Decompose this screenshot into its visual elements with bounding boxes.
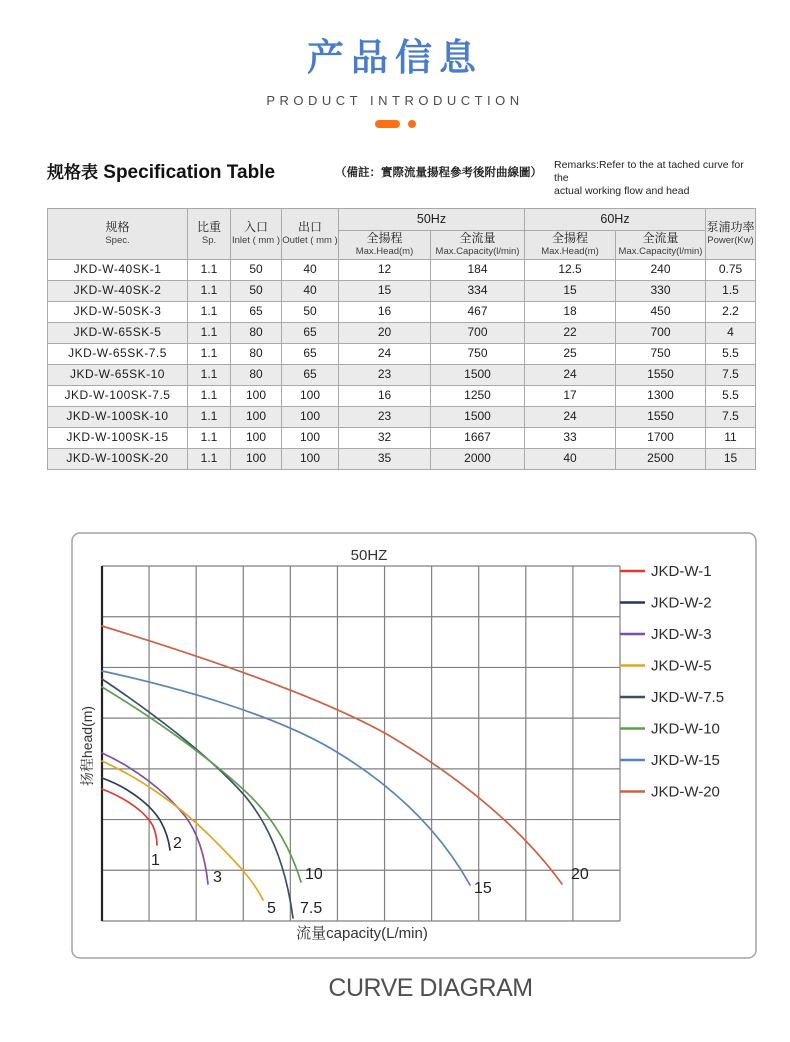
table-cell: JKD-W-100SK-10 <box>48 407 188 428</box>
col-header-head-50: 全揚程 Max.Head(m) <box>339 231 431 260</box>
col-header-inlet: 入口 Inlet ( mm ) <box>231 209 282 260</box>
table-cell: 1.1 <box>188 260 231 281</box>
divider-dot-icon <box>408 120 416 128</box>
col-header-sp: 比重 Sp. <box>188 209 231 260</box>
table-cell: 100 <box>231 428 282 449</box>
table-cell: 100 <box>231 386 282 407</box>
table-cell: 1550 <box>616 365 706 386</box>
table-cell: 2500 <box>616 449 706 470</box>
table-cell: 467 <box>431 302 525 323</box>
table-cell: 1.1 <box>188 428 231 449</box>
table-cell: 16 <box>339 302 431 323</box>
table-row <box>48 407 756 428</box>
table-cell: JKD-W-65SK-10 <box>48 365 188 386</box>
curve-label-5: 5 <box>267 900 276 918</box>
table-cell: 1.1 <box>188 302 231 323</box>
table-cell: 11 <box>706 428 756 449</box>
curve-label-20: 20 <box>571 866 589 884</box>
table-cell: 24 <box>525 407 616 428</box>
specification-table <box>47 208 756 470</box>
table-cell: 1550 <box>616 407 706 428</box>
table-cell: 40 <box>282 260 339 281</box>
col-header-cap-50: 全流量 Max.Capacity(l/min) <box>431 231 525 260</box>
table-cell: 17 <box>525 386 616 407</box>
table-cell: 40 <box>282 281 339 302</box>
curve-JKD-W-7.5 <box>102 679 293 918</box>
table-cell: 40 <box>525 449 616 470</box>
table-row <box>48 323 756 344</box>
legend-label-JKD-W-2: JKD-W-2 <box>651 594 712 612</box>
table-cell: 750 <box>431 344 525 365</box>
col-header-head-60: 全揚程 Max.Head(m) <box>525 231 616 260</box>
table-cell: 80 <box>231 344 282 365</box>
table-cell: 35 <box>339 449 431 470</box>
table-cell: 15 <box>339 281 431 302</box>
table-cell: 15 <box>525 281 616 302</box>
legend-label-JKD-W-15: JKD-W-15 <box>651 752 720 770</box>
table-cell: 5.5 <box>706 344 756 365</box>
table-cell: 184 <box>431 260 525 281</box>
table-cell: 334 <box>431 281 525 302</box>
table-cell: 65 <box>282 365 339 386</box>
curve-label-2: 2 <box>173 835 182 853</box>
table-cell: 1667 <box>431 428 525 449</box>
legend-label-JKD-W-10: JKD-W-10 <box>651 720 720 738</box>
table-row <box>48 281 756 302</box>
curve-chart-section <box>71 532 790 1003</box>
table-cell: 33 <box>525 428 616 449</box>
table-cell: 1.1 <box>188 449 231 470</box>
table-cell: 80 <box>231 323 282 344</box>
legend-label-JKD-W-5: JKD-W-5 <box>651 657 712 675</box>
table-cell: 4 <box>706 323 756 344</box>
remarks-line2: actual working flow and head <box>554 184 690 197</box>
table-cell: JKD-W-100SK-15 <box>48 428 188 449</box>
table-cell: 100 <box>231 449 282 470</box>
table-cell: 100 <box>282 407 339 428</box>
curve-label-1: 1 <box>151 852 160 870</box>
chart-title: 50HZ <box>350 547 388 565</box>
table-cell: 1.5 <box>706 281 756 302</box>
table-cell: 1.1 <box>188 407 231 428</box>
table-cell: 80 <box>231 365 282 386</box>
table-cell: 0.75 <box>706 260 756 281</box>
col-group-50hz: 50Hz <box>339 209 525 231</box>
table-cell: 1300 <box>616 386 706 407</box>
table-cell: 7.5 <box>706 365 756 386</box>
table-row <box>48 386 756 407</box>
table-row <box>48 260 756 281</box>
y-axis-label: 扬程head(m) <box>79 705 95 787</box>
col-header-cap-60: 全流量 Max.Capacity(l/min) <box>616 231 706 260</box>
table-cell: 240 <box>616 260 706 281</box>
table-cell: 1.1 <box>188 365 231 386</box>
col-header-spec: 规格 Spec. <box>48 209 188 260</box>
table-cell: 1500 <box>431 407 525 428</box>
curve-label-10: 10 <box>305 866 323 884</box>
table-cell: 2.2 <box>706 302 756 323</box>
table-cell: 22 <box>525 323 616 344</box>
table-cell: 1700 <box>616 428 706 449</box>
table-cell: 24 <box>339 344 431 365</box>
legend-label-JKD-W-3: JKD-W-3 <box>651 626 712 644</box>
header-banner <box>0 0 790 128</box>
col-header-power: 泵浦功率 Power(Kw) <box>706 209 756 260</box>
table-cell: 750 <box>616 344 706 365</box>
table-cell: 65 <box>282 344 339 365</box>
legend-label-JKD-W-20: JKD-W-20 <box>651 783 720 801</box>
table-cell: 50 <box>231 281 282 302</box>
table-cell: 100 <box>282 449 339 470</box>
legend-label-JKD-W-7.5: JKD-W-7.5 <box>651 689 725 707</box>
table-cell: 700 <box>431 323 525 344</box>
table-cell: 16 <box>339 386 431 407</box>
table-cell: 100 <box>282 428 339 449</box>
curve-label-3: 3 <box>213 869 222 887</box>
table-cell: 700 <box>616 323 706 344</box>
header-divider <box>0 120 790 128</box>
divider-dash-icon <box>375 120 400 128</box>
table-row <box>48 344 756 365</box>
curve-label-15: 15 <box>474 880 492 898</box>
section-title-en: Specification Table <box>98 161 276 183</box>
table-cell: 25 <box>525 344 616 365</box>
curve-JKD-W-5 <box>102 761 263 900</box>
table-cell: 7.5 <box>706 407 756 428</box>
table-cell: JKD-W-100SK-7.5 <box>48 386 188 407</box>
remarks-line1: Remarks:Refer to the at tached curve for the <box>554 158 744 184</box>
table-cell: 20 <box>339 323 431 344</box>
table-cell: 1250 <box>431 386 525 407</box>
table-cell: JKD-W-100SK-20 <box>48 449 188 470</box>
table-cell: 1.1 <box>188 323 231 344</box>
table-cell: JKD-W-65SK-5 <box>48 323 188 344</box>
table-cell: 23 <box>339 365 431 386</box>
col-header-outlet: 出口 Outlet ( mm ) <box>282 209 339 260</box>
table-cell: 65 <box>282 323 339 344</box>
section-title-cn: 规格表 <box>47 162 98 182</box>
table-row <box>48 428 756 449</box>
table-cell: 12 <box>339 260 431 281</box>
legend-label-JKD-W-1: JKD-W-1 <box>651 563 712 581</box>
table-cell: 18 <box>525 302 616 323</box>
table-cell: 1.1 <box>188 386 231 407</box>
spec-heading-row <box>47 158 760 198</box>
table-cell: 450 <box>616 302 706 323</box>
table-cell: 15 <box>706 449 756 470</box>
table-cell: 100 <box>231 407 282 428</box>
table-cell: 100 <box>282 386 339 407</box>
curve-label-7.5: 7.5 <box>300 900 323 918</box>
page-subtitle: PRODUCT INTRODUCTION <box>266 92 524 108</box>
x-axis-label: 流量capacity(L/min) <box>296 925 428 943</box>
table-cell: JKD-W-50SK-3 <box>48 302 188 323</box>
chart-caption: CURVE DIAGRAM <box>328 974 533 1003</box>
table-cell: 5.5 <box>706 386 756 407</box>
section-remarks <box>554 159 760 198</box>
table-cell: JKD-W-65SK-7.5 <box>48 344 188 365</box>
section-title <box>47 158 275 184</box>
table-cell: 1.1 <box>188 344 231 365</box>
table-row <box>48 365 756 386</box>
table-cell: 50 <box>282 302 339 323</box>
table-cell: 50 <box>231 260 282 281</box>
table-cell: 330 <box>616 281 706 302</box>
table-row <box>48 302 756 323</box>
table-cell: 32 <box>339 428 431 449</box>
table-cell: 24 <box>525 365 616 386</box>
section-note: （備註：實際流量揚程參考後附曲線圖） <box>335 166 543 179</box>
table-cell: 1500 <box>431 365 525 386</box>
page-title: 产品信息 <box>307 37 483 78</box>
table-cell: 65 <box>231 302 282 323</box>
curve-JKD-W-2 <box>102 778 170 850</box>
table-cell: JKD-W-40SK-1 <box>48 260 188 281</box>
table-cell: 2000 <box>431 449 525 470</box>
curve-JKD-W-20 <box>102 626 562 887</box>
col-group-60hz: 60Hz <box>525 209 706 231</box>
curve-chart <box>71 532 757 959</box>
table-cell: 12.5 <box>525 260 616 281</box>
table-cell: 23 <box>339 407 431 428</box>
table-cell: JKD-W-40SK-2 <box>48 281 188 302</box>
table-row <box>48 449 756 470</box>
table-cell: 1.1 <box>188 281 231 302</box>
